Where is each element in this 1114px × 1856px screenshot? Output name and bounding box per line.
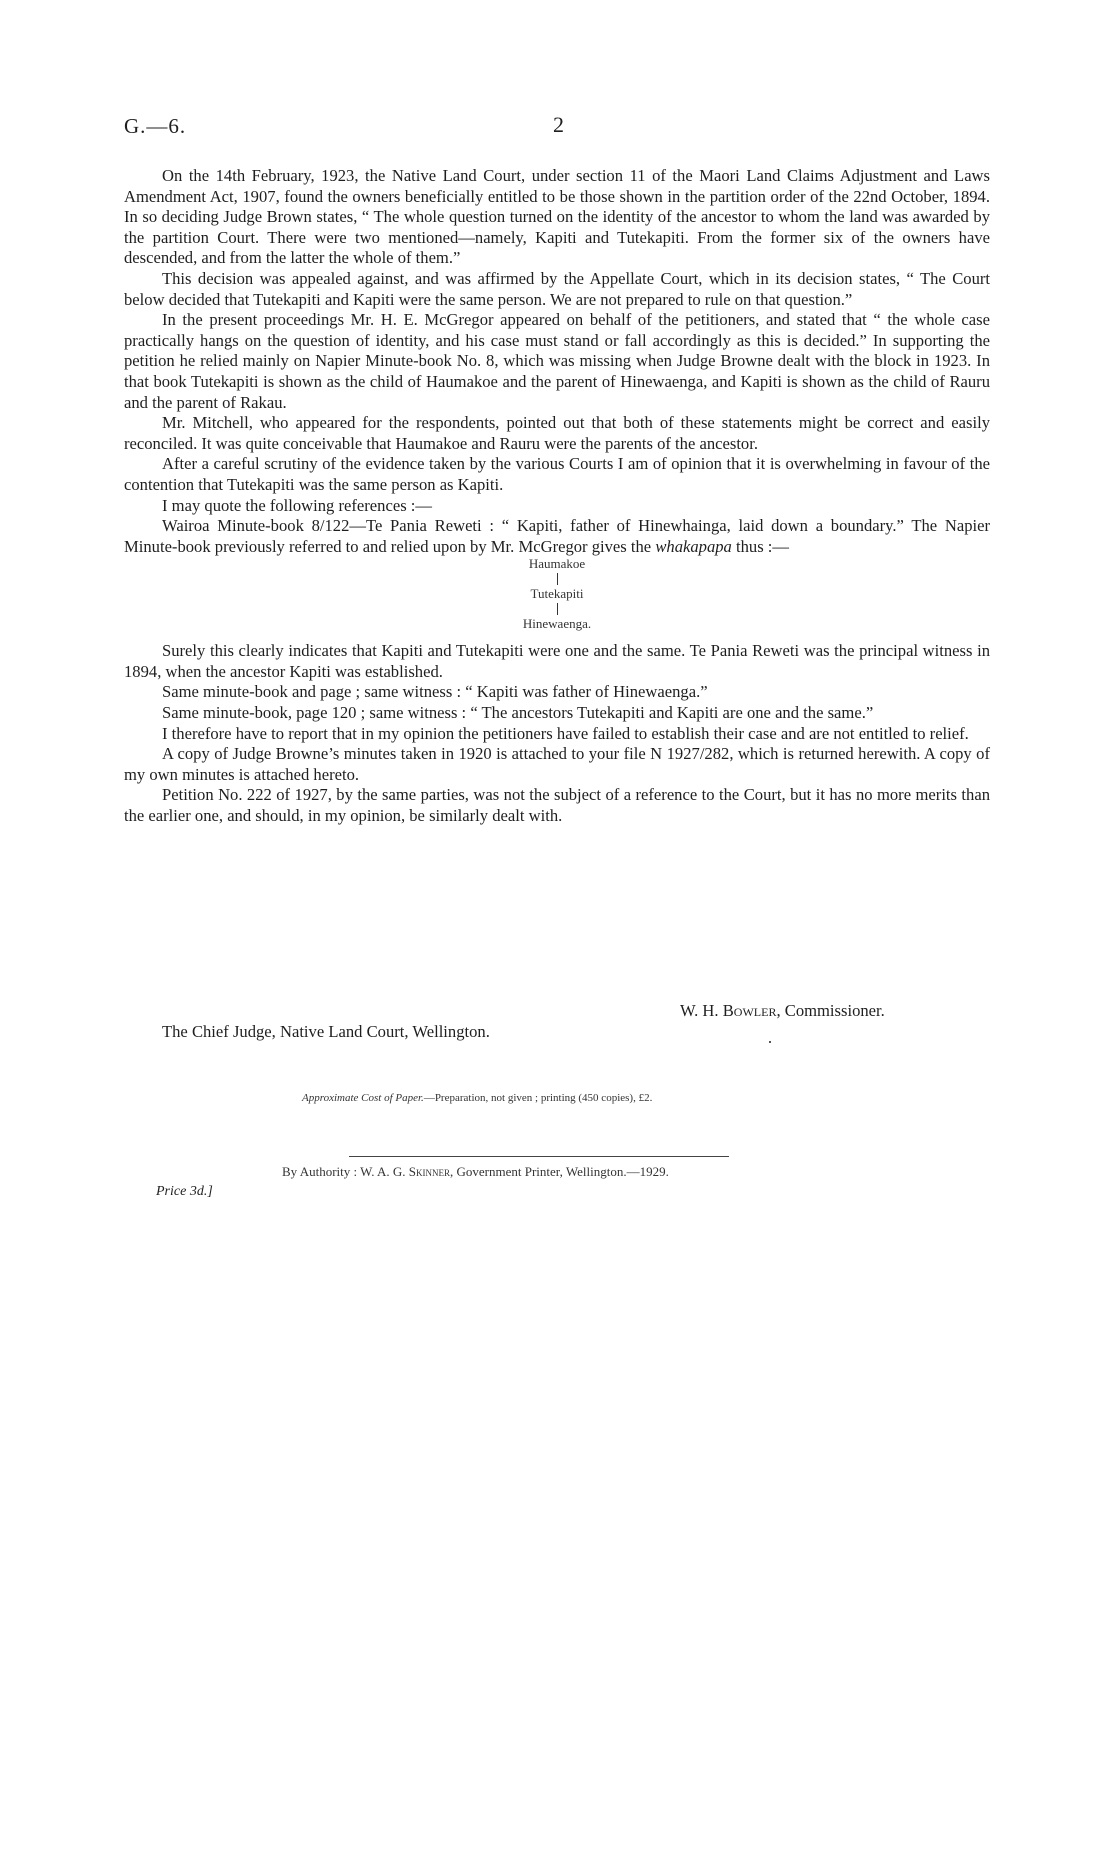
descent-line: [557, 603, 558, 615]
quote-paragraph: [124, 516, 990, 557]
page-number: 2: [553, 112, 564, 137]
paragraph: After a careful scrutiny of the evidence taken by the various Courts I am of opinion that it is overwhelming in favour of the contention that Tutekapiti was the same person as Kapiti.: [124, 454, 990, 494]
ancestor-name: Hinewaenga.: [522, 616, 592, 632]
paragraph: I may quote the following references :—: [162, 495, 433, 515]
paragraph: This decision was appealed against, and was affirmed by the Appellate Court, which in its decision states, “ The Court below decided that Tutekapiti and Kapiti were the same person. We are not prepared to rule on that question.”: [124, 268, 990, 309]
whakapapa-diagram: [124, 557, 990, 631]
stray-mark: [769, 1041, 771, 1043]
signatory-initials: W. H.: [680, 1001, 723, 1020]
cost-of-paper: [302, 1092, 652, 1104]
descent-line: [557, 573, 558, 585]
paragraph: Surely this clearly indicates that Kapiti and Tutekapiti were one and the same. Te Pania Reweti was the principal witness in 1894, when the ancestor Kapiti was established.: [124, 641, 990, 681]
signatory-surname: Bowler: [722, 1001, 777, 1020]
paragraph: I therefore have to report that in my opinion the petitioners have failed to establish their case and are not entitled to relief.: [162, 723, 969, 743]
paragraph: A copy of Judge Browne’s minutes taken in 1920 is attached to your file N 1927/282, which is returned herewith. A copy of my own minutes is attached hereto.: [124, 744, 990, 784]
report-body: [124, 166, 990, 827]
authority-details: , Government Printer, Wellington.—1929.: [450, 1164, 669, 1179]
cost-label: Approximate Cost of Paper.: [302, 1092, 424, 1104]
authority-line: [282, 1164, 669, 1180]
paragraph: In the present proceedings Mr. H. E. McGregor appeared on behalf of the petitioners, and stated that “ the whole case practically hangs on the question of identity, and his case must stand or fall accordingly as this is decided.” In supporting the petition he relied mainly on Napier Minute-book No. 8, which was missing when Judge Browne dealt with the block in 1923. In that book Tutekapiti is shown as the child of Haumakoe and the parent of Hinewaenga, and Kapiti is shown as the child of Rauru and the parent of Rakau.: [124, 310, 990, 412]
signatory-title: , Commissioner.: [776, 1001, 885, 1020]
quote-text-end: thus :—: [731, 536, 790, 556]
paragraph: Mr. Mitchell, who appeared for the respondents, pointed out that both of these statements might be correct and easily reconciled. It was quite conceivable that Haumakoe and Rauru were the parents of the ancestor.: [124, 413, 990, 453]
paragraph: Same minute-book, page 120 ; same witness : “ The ancestors Tutekapiti and Kapiti are one and the same.”: [162, 703, 874, 723]
printer-surname: Skinner: [408, 1164, 451, 1179]
paragraph: Petition No. 222 of 1927, by the same parties, was not the subject of a reference to the Court, but it has no more merits than the earlier one, and should, in my opinion, be similarly dealt with.: [124, 785, 990, 826]
addressee-line: The Chief Judge, Native Land Court, Wellington.: [162, 1022, 490, 1041]
quote-text: Wairoa Minute-book 8/122—Te Pania Reweti : “ Kapiti, father of Hinewhainga, laid down a boundary.” The Napier Minute-book previously referred to and relied upon by Mr. McGregor gives the: [124, 516, 990, 556]
authority-prefix: By Authority :: [282, 1164, 361, 1179]
ancestor-name: Tutekapiti: [530, 586, 584, 602]
cost-details: —Preparation, not given ; printing (450 copies), £2.: [423, 1092, 653, 1104]
paragraph: On the 14th February, 1923, the Native Land Court, under section 11 of the Maori Land Claims Adjustment and Laws Amendment Act, 1907, found the owners beneficially entitled to be those shown in the partition order of the 22nd October, 1894. In so deciding Judge Brown states, “ The whole question turned on the identity of the ancestor to whom the land was awarded by the partition Court. There were two mentioned—namely, Kapiti and Tutekapiti. From the former six of the owners have descended, and from the latter the whole of them.”: [124, 166, 990, 268]
whakapapa-term: whakapapa: [655, 536, 732, 556]
paragraph: Same minute-book and page ; same witness : “ Kapiti was father of Hinewaenga.”: [162, 682, 708, 702]
footer-rule: [349, 1156, 729, 1157]
signature-line: [680, 1001, 885, 1021]
document-reference: G.—6.: [124, 114, 187, 138]
ancestor-name: Haumakoe: [528, 556, 586, 572]
printer-initials: W. A. G.: [360, 1164, 409, 1179]
price-note: Price 3d.]: [156, 1184, 213, 1199]
